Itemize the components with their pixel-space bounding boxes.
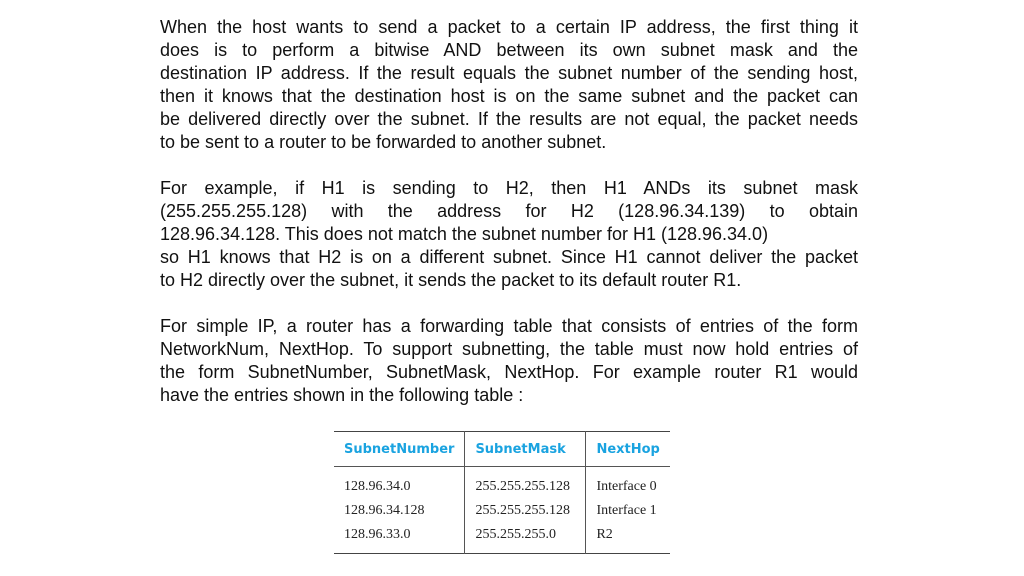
text-line: 128.96.34.128. This does not match the subnet number for H1 (128.96.34.0)	[160, 224, 769, 244]
text-line: (255.255.255.128) with the address for H2 (128.96.34.139) to obtain	[160, 201, 858, 221]
paragraph-gap	[160, 292, 858, 315]
table-row	[334, 523, 670, 554]
header-subnet-mask: SubnetMask	[465, 432, 586, 467]
table-row	[334, 467, 670, 500]
text-line: so H1 knows that H2 is on a different subnet. Since H1 cannot deliver the packet	[160, 247, 858, 267]
cell-next-hop: Interface 1	[586, 499, 670, 523]
cell-next-hop: Interface 0	[586, 467, 670, 500]
table-header-row	[334, 432, 670, 467]
text-line: the form SubnetNumber, SubnetMask, NextHop. For example router R1 would	[160, 362, 858, 382]
text-line: does is to perform a bitwise AND between its own subnet mask and the	[160, 40, 858, 60]
header-next-hop: NextHop	[586, 432, 670, 467]
text-line: When the host wants to send a packet to a certain IP address, the first thing it	[160, 17, 858, 37]
paragraph	[160, 315, 858, 407]
paragraph	[160, 177, 858, 292]
text-line: be delivered directly over the subnet. If the results are not equal, the packet needs	[160, 109, 858, 129]
cell-next-hop: R2	[586, 523, 670, 554]
cell-subnet-mask: 255.255.255.128	[465, 467, 586, 500]
paragraph-gap	[160, 154, 858, 177]
cell-subnet-number: 128.96.34.0	[344, 479, 411, 494]
text-line: to H2 directly over the subnet, it sends the packet to its default router R1.	[160, 270, 742, 290]
header-subnet-number: SubnetNumber	[334, 432, 465, 467]
text-line: destination IP address. If the result equals the subnet number of the sending host,	[160, 63, 858, 83]
text-line: then it knows that the destination host is on the same subnet and the packet can	[160, 86, 858, 106]
cell-subnet-number: 128.96.33.0	[344, 527, 411, 542]
cell-subnet-mask: 255.255.255.0	[465, 523, 586, 554]
forwarding-table	[334, 431, 670, 554]
text-line: For simple IP, a router has a forwarding table that consists of entries of the form	[160, 316, 858, 336]
text-line: to be sent to a router to be forwarded to another subnet.	[160, 132, 607, 152]
table-row	[334, 499, 670, 523]
text-line: NetworkNum, NextHop. To support subnetting, the table must now hold entries of	[160, 339, 858, 359]
paragraph	[160, 16, 858, 154]
cell-subnet-number: 128.96.34.128	[344, 503, 425, 518]
text-line: For example, if H1 is sending to H2, then H1 ANDs its subnet mask	[160, 178, 858, 198]
cell-subnet-mask: 255.255.255.128	[465, 499, 586, 523]
text-line: have the entries shown in the following table :	[160, 385, 524, 405]
body-text	[160, 16, 858, 407]
